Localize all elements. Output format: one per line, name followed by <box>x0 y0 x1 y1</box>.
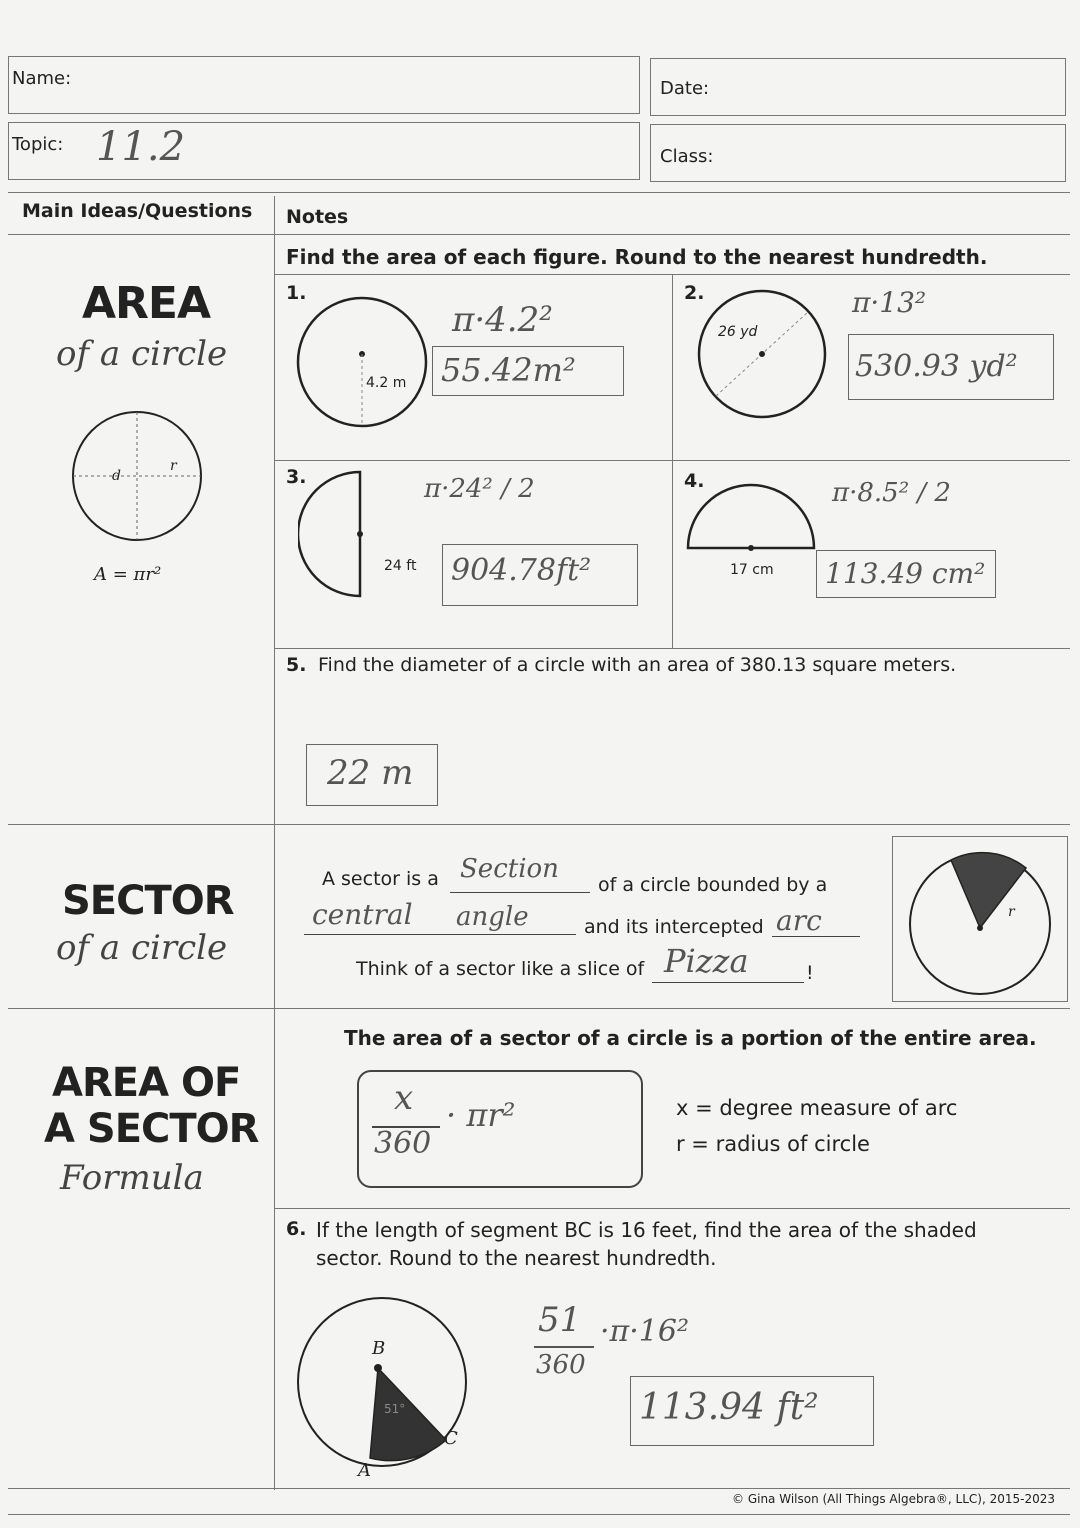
problem-4-semicircle <box>686 480 816 552</box>
sector-title: SECTOR <box>62 878 234 924</box>
problem-5-number: 5. <box>286 654 307 676</box>
problem-6-work-numerator: 51 <box>538 1300 582 1340</box>
sector-subtitle: of a circle <box>56 928 228 968</box>
problem-3-label: 24 ft <box>384 558 417 574</box>
class-label: Class: <box>660 146 714 167</box>
area-section-bottom-rule <box>8 824 1070 825</box>
sector-section-bottom-rule <box>8 1008 1070 1009</box>
area-sector-title-2: A SECTOR <box>44 1106 259 1152</box>
area-title: AREA <box>82 278 211 329</box>
sector-blank-1-rule <box>450 892 590 893</box>
problems-mid-rule <box>274 460 1070 461</box>
formula-section-bottom-rule <box>274 1208 1070 1209</box>
problem-2-label: 26 yd <box>718 324 758 340</box>
sector-line1-post: of a circle bounded by a <box>598 874 828 896</box>
topic-value: 11.2 <box>96 124 186 170</box>
sector-blank-pizza: Pizza <box>664 942 749 980</box>
sector-blank-angle: angle <box>456 902 529 932</box>
column-header-bottom-rule <box>8 234 1070 235</box>
sector-blank-4-rule <box>652 982 804 983</box>
copyright-text: © Gina Wilson (All Things Algebra®, LLC), 2015-2023 <box>732 1492 1055 1506</box>
page-bottom-rule <box>8 1488 1070 1489</box>
problem-3-work: π·24² / 2 <box>424 474 535 504</box>
problem-2-answer: 530.93 yd² <box>848 334 1054 400</box>
formula-rest: · πr² <box>446 1096 516 1134</box>
right-column-header: Notes <box>286 206 349 228</box>
sector-diagram-r: r <box>1008 904 1015 920</box>
left-column-header: Main Ideas/Questions <box>22 200 253 222</box>
problem-1-work: π·4.2² <box>452 300 553 340</box>
problem-2-work: π·13² <box>852 286 927 319</box>
problem-6-label-c: C <box>444 1428 458 1449</box>
circle-diagram <box>66 405 208 547</box>
problem-4-label: 17 cm <box>730 562 774 578</box>
definition-r: r = radius of circle <box>676 1132 870 1156</box>
problems-bottom-rule <box>274 648 1070 649</box>
problem-6-label-b: B <box>372 1338 386 1359</box>
area-formula: A = πr² <box>94 564 162 585</box>
problem-2-circle <box>694 286 830 422</box>
problem-6-text-1: If the length of segment BC is 16 feet, find the area of the shaded <box>316 1218 977 1242</box>
problem-1-label: 4.2 m <box>366 375 407 391</box>
column-divider <box>274 196 275 1490</box>
footer-bottom-rule <box>8 1514 1070 1515</box>
problem-5-text: Find the diameter of a circle with an area of 380.13 square meters. <box>318 654 957 676</box>
problem-1-number: 1. <box>286 282 307 304</box>
problem-6-work-fraction-bar <box>534 1346 594 1348</box>
area-sector-title-1: AREA OF <box>52 1060 241 1106</box>
circle-radius-label: r <box>170 458 177 474</box>
topic-label: Topic: <box>12 134 64 155</box>
problem-6-work-denominator: 360 <box>536 1350 586 1380</box>
column-header-top-rule <box>8 192 1070 193</box>
area-subtitle: of a circle <box>56 334 228 374</box>
problem-6-label-a: A <box>358 1460 371 1481</box>
problem-6-answer: 113.94 ft² <box>630 1376 874 1446</box>
problem-5-answer: 22 m <box>306 744 438 806</box>
sector-line2-mid: and its intercepted <box>584 916 764 938</box>
problem-6-angle: 51° <box>384 1402 406 1416</box>
name-label: Name: <box>12 68 72 89</box>
formula-numerator: x <box>394 1078 414 1118</box>
area-sector-subtitle: Formula <box>60 1158 204 1198</box>
problem-3-number: 3. <box>286 466 307 488</box>
sector-blank-3-rule <box>772 936 860 937</box>
problem-4-answer: 113.49 cm² <box>816 550 996 598</box>
sector-line1-pre: A sector is a <box>322 868 439 890</box>
sector-blank-arc: arc <box>776 904 822 937</box>
circle-diameter-label: d <box>112 468 121 484</box>
problem-1-circle <box>292 292 432 432</box>
problem-6-number: 6. <box>286 1218 307 1240</box>
problem-4-number: 4. <box>684 470 705 492</box>
problem-4-work: π·8.5² / 2 <box>832 478 951 508</box>
problem-1-answer: 55.42m² <box>432 346 624 396</box>
problem-3-answer: 904.78ft² <box>442 544 638 606</box>
date-label: Date: <box>660 78 710 99</box>
problems-divider <box>672 274 673 648</box>
sector-line3-post: ! <box>806 962 814 984</box>
problem-6-work-rest: ·π·16² <box>600 1314 689 1349</box>
sector-diagram <box>906 850 1054 998</box>
area-sector-statement: The area of a sector of a circle is a portion of the entire area. <box>344 1026 1037 1050</box>
sector-line3-pre: Think of a sector like a slice of <box>356 958 645 980</box>
problem-3-semicircle <box>298 470 378 600</box>
definition-x: x = degree measure of arc <box>676 1096 958 1120</box>
problem-6-text-2: sector. Round to the nearest hundredth. <box>316 1246 717 1270</box>
problem-2-number: 2. <box>684 282 705 304</box>
sector-blank-central: central <box>312 898 413 931</box>
date-field-box <box>650 58 1066 116</box>
name-field-box <box>8 56 640 114</box>
sector-blank-section: Section <box>460 854 559 884</box>
area-instructions: Find the area of each figure. Round to the nearest hundredth. <box>286 245 988 269</box>
sector-blank-2-rule <box>304 934 576 935</box>
formula-denominator: 360 <box>374 1126 432 1161</box>
